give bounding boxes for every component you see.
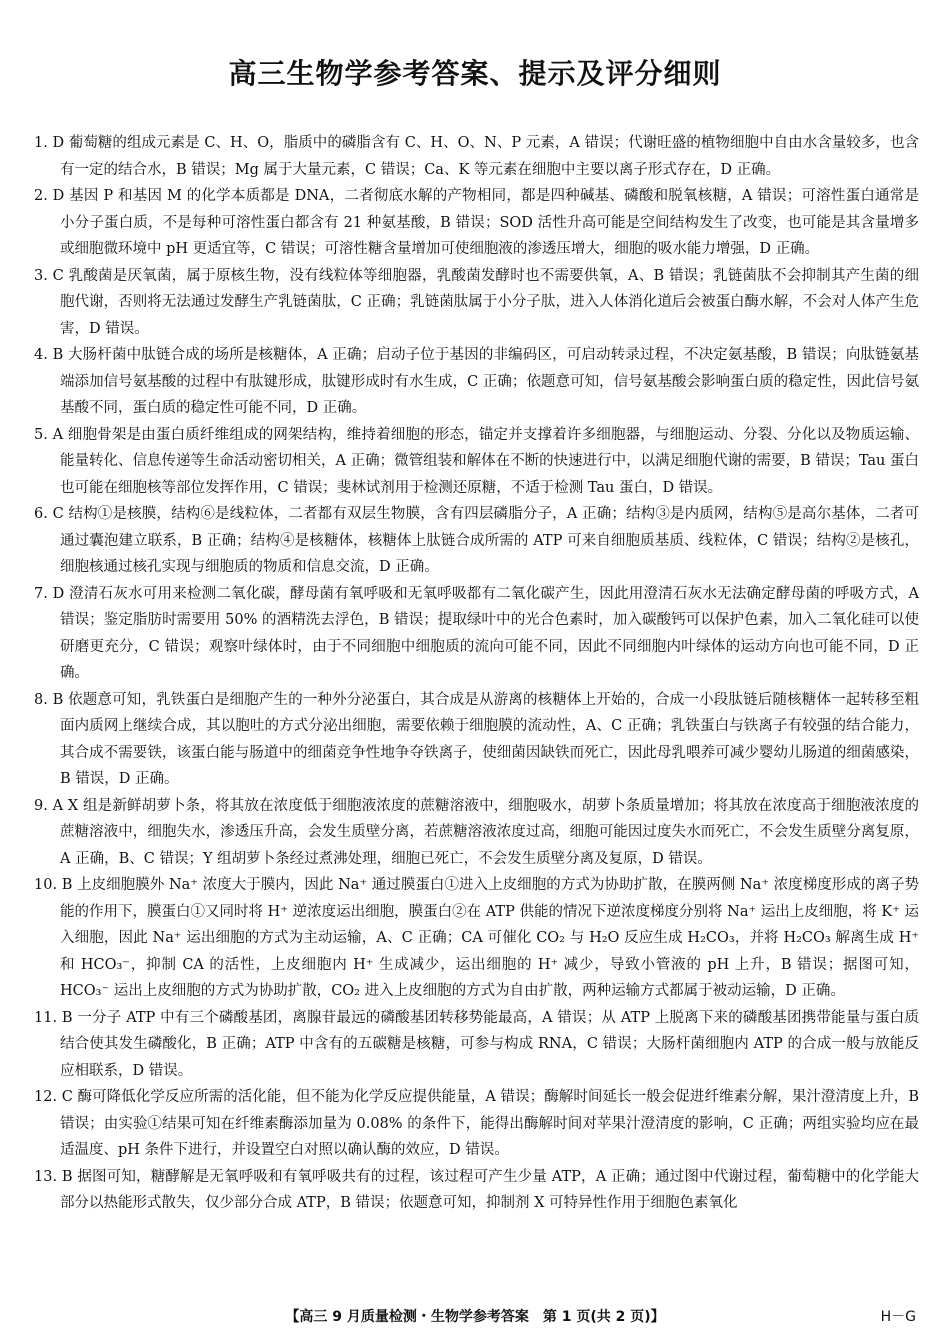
- footer-caption: 【高三 9 月质量检测・生物学参考答案 第 1 页(共 2 页)】: [285, 1309, 665, 1325]
- answer-item: [34, 342, 919, 422]
- answer-number: 10. B: [34, 877, 73, 893]
- answer-explanation: 乳酸菌是厌氧菌，属于原核生物，没有线粒体等细胞器，乳酸菌发酵时也不需要供氧，A、B 错误；乳链菌肽不会抑制其产生菌的细胞代谢，否则将无法通过发酵生产乳链菌肽，C 正确；乳链菌肽属于小分子肽，进入人体消化道后会被蛋白酶水解，不会对人体产生危害，D 错误。: [60, 267, 920, 337]
- answer-number: 1. D: [34, 135, 65, 151]
- answer-explanation: 依题意可知，乳铁蛋白是细胞产生的一种外分泌蛋白，其合成是从游离的核糖体上开始的，合成一小段肽链后随核糖体一起转移至粗面内质网上继续合成，其以胞吐的方式分泌出细胞，需要依赖于细胞膜的流动性，A、C 正确；乳铁蛋白与铁离子有较强的结合能力，其合成不需要铁，该蛋白能与肠道中的细菌竞争性地争夺铁离子，使细菌因缺铁而死亡，因此母乳喂养可减少婴幼儿肠道的细菌感染，B 错误，D 正确。: [60, 691, 920, 787]
- page-title: 高三生物学参考答案、提示及评分细则: [228, 57, 722, 90]
- answer-explanation: 结构①是核膜，结构⑥是线粒体，二者都有双层生物膜，含有四层磷脂分子，A 正确；结构③是内质网，结构⑤是高尔基体，二者可通过囊泡建立联系，B 正确；结构④是核糖体，核糖体上肽链合成所需的 ATP 可来自细胞质基质、线粒体，C 错误；结构②是核孔，细胞核通过核孔实现与细胞质的物质和信息交流，D 正确。: [60, 506, 920, 575]
- answer-item: [34, 1084, 919, 1164]
- answer-item: [34, 183, 919, 263]
- answer-number: 13. B: [34, 1168, 73, 1185]
- answer-item: [34, 422, 919, 502]
- answer-number: 6. C: [34, 506, 64, 522]
- answer-explanation: 酶可降低化学反应所需的活化能，但不能为化学反应提供能量，A 错误；酶解时间延长一般会促进纤维素分解，果汁澄清度上升，B 错误；由实验①结果可知在纤维素酶添加量为 0.08% 的条件下，能得出酶解时间对苹果汁澄清度的影响，C 正确；两组实验均应在最适温度、pH 条件下进行，并设置空白对照以确认酶的效应，D 错误。: [60, 1089, 920, 1158]
- answer-number: 2. D: [34, 188, 65, 204]
- answer-item: [34, 130, 919, 183]
- answer-number: 5. A: [34, 426, 64, 443]
- answer-item: [34, 793, 919, 873]
- answer-explanation: 大肠杆菌中肽链合成的场所是核糖体，A 正确；启动子位于基因的非编码区，可启动转录过程，不决定氨基酸，B 错误；向肽链氨基端添加信号氨基酸的过程中有肽键形成，肽键形成时有水生成，C 正确；依题意可知，信号氨基酸会影响蛋白质的稳定性，因此信号氨基酸不同，蛋白质的稳定性可能不同，D 正确。: [60, 347, 920, 416]
- answer-item: [34, 501, 919, 581]
- answer-explanation: X 组是新鲜胡萝卜条，将其放在浓度低于细胞液浓度的蔗糖溶液中，细胞吸水，胡萝卜条质量增加；将其放在浓度高于细胞液浓度的蔗糖溶液中，细胞失水，渗透压升高，会发生质壁分离，若蔗糖溶液浓度过高，细胞可能因过度失水而死亡，不会发生质壁分离复原，A 正确，B、C 错误；Y 组胡萝卜条经过煮沸处理，细胞已死亡，不会发生质壁分离及复原，D 错误。: [60, 797, 919, 867]
- answer-explanation: 基因 P 和基因 M 的化学本质都是 DNA，二者彻底水解的产物相同，都是四种碱基、磷酸和脱氧核糖，A 错误；可溶性蛋白通常是小分子蛋白质，不是每种可溶性蛋白都含有 21 种氨基酸，B 错误；SOD 活性升高可能是空间结构发生了改变，也可能是其含量增多或细胞微环境中 pH 更适宜等，C 错误；可溶性糖含量增加可使细胞液的渗透压增大，细胞的吸水能力增强，D 正确。: [60, 188, 919, 257]
- answer-number: 3. C: [34, 267, 64, 284]
- answer-explanation: 葡萄糖的组成元素是 C、H、O，脂质中的磷脂含有 C、H、O、N、P 元素，A 错误；代谢旺盛的植物细胞中自由水含量较多，也含有一定的结合水，B 错误；Mg 属于大量元素，C 错误；Ca、K 等元素在细胞中主要以离子形式存在，D 正确。: [60, 135, 919, 178]
- answer-number: 8. B: [34, 691, 64, 708]
- answer-item: [34, 1164, 919, 1217]
- answer-explanation: 上皮细胞膜外 Na⁺ 浓度大于膜内，因此 Na⁺ 通过膜蛋白①进入上皮细胞的方式为协助扩散，在膜两侧 Na⁺ 浓度梯度形成的离子势能的作用下，膜蛋白①又同时将 H⁺ 逆浓度运出细胞，膜蛋白②在 ATP 供能的情况下逆浓度梯度分别将 Na⁺ 运出上皮细胞，将 K⁺ 运入细胞，因此 Na⁺ 运出细胞的方式为主动运输，A、C 正确；CA 可催化 CO₂ 与 H₂O 反应生成 H₂CO₃，并将 H₂CO₃ 解离生成 H⁺ 和 HCO₃⁻，抑制 CA 的活性，上皮细胞内 H⁺ 生成减少，运出细胞的 H⁺ 减少，导致小管液的 pH 上升，B 错误；据图可知，HCO₃⁻ 运出上皮细胞的方式为协助扩散，CO₂ 进入上皮细胞的方式为自由扩散，两种运输方式都属于被动运输，D 正确。: [60, 877, 920, 999]
- answer-number: 7. D: [34, 585, 65, 602]
- answer-number: 12. C: [34, 1089, 73, 1105]
- answer-number: 9. A: [34, 797, 64, 814]
- answer-explanation: 据图可知，糖酵解是无氧呼吸和有氧呼吸共有的过程，该过程可产生少量 ATP，A 正确；通过图中代谢过程，葡萄糖中的化学能大部分以热能形式散失，仅少部分合成 ATP，B 错误；依题意可知，抑制剂 X 可特异性作用于细胞色素氧化: [60, 1168, 920, 1211]
- answer-list: [34, 130, 919, 1217]
- answer-item: [34, 687, 919, 793]
- answer-item: [34, 1005, 919, 1085]
- answer-item: [34, 581, 919, 687]
- answer-explanation: 一分子 ATP 中有三个磷酸基团，离腺苷最远的磷酸基团转移势能最高，A 错误；从 ATP 上脱离下来的磷酸基团携带能量与蛋白质结合使其发生磷酸化，B 正确；ATP 中含有的五碳糖是核糖，可参与构成 RNA，C 错误；大肠杆菌细胞内 ATP 的合成一般与放能反应相联系，D 错误。: [60, 1009, 920, 1079]
- footer-code: H－G: [880, 1309, 916, 1325]
- answer-explanation: 澄清石灰水可用来检测二氧化碳，酵母菌有氧呼吸和无氧呼吸都有二氧化碳产生，因此用澄清石灰水无法确定酵母菌的呼吸方式，A 错误；鉴定脂肪时需要用 50% 的酒精洗去浮色，B 错误；提取绿叶中的光合色素时，加入碳酸钙可以保护色素，加入二氧化硅可以使研磨更充分，C 错误；观察叶绿体时，由于不同细胞中细胞质的流向可能不同，因此不同细胞内叶绿体的运动方向也可能不同，D 正确。: [60, 585, 919, 681]
- answer-explanation: 细胞骨架是由蛋白质纤维组成的网架结构，维持着细胞的形态，锚定并支撑着许多细胞器，与细胞运动、分裂、分化以及物质运输、能量转化、信息传递等生命活动密切相关，A 正确；微管组装和解体在不断的快速进行中，以满足细胞代谢的需要，B 错误；Tau 蛋白也可能在细胞核等部位发挥作用，C 错误；斐林试剂用于检测还原糖，不适于检测 Tau 蛋白，D 错误。: [60, 426, 919, 496]
- answer-number: 11. B: [34, 1009, 73, 1026]
- answer-item: [34, 872, 919, 1005]
- answer-number: 4. B: [34, 347, 64, 363]
- answer-item: [34, 263, 919, 343]
- page-footer: [0, 1306, 950, 1330]
